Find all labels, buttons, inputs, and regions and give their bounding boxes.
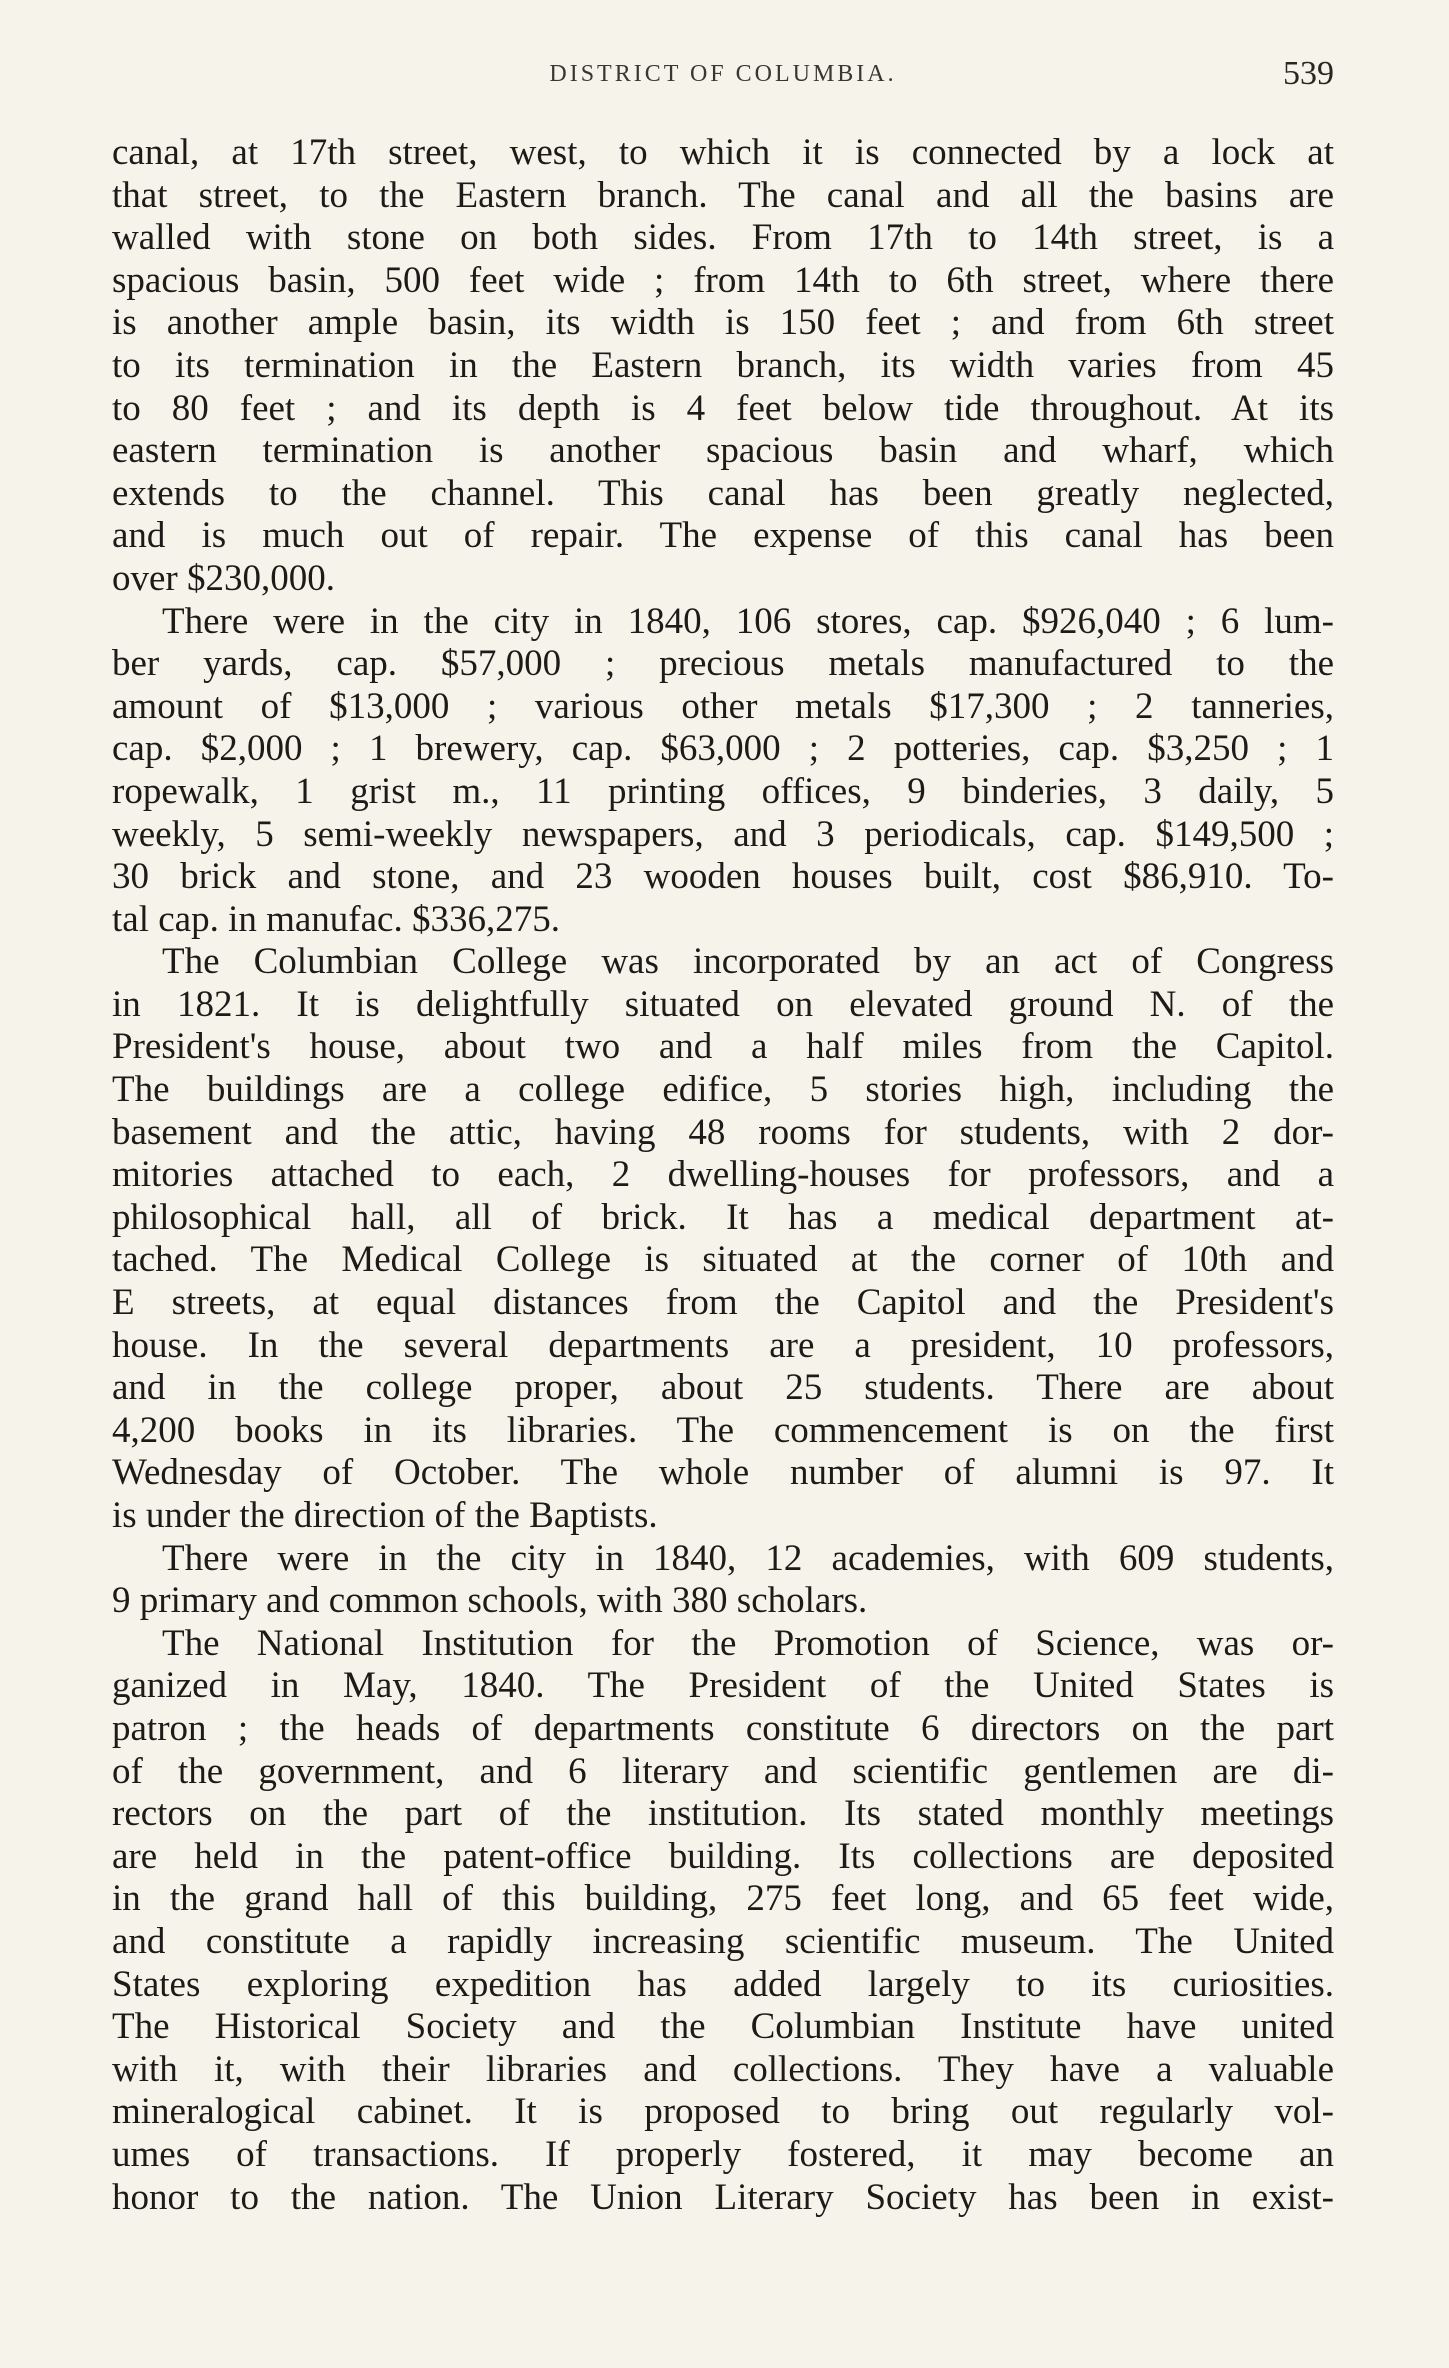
text-line: tached. The Medical College is situated at the corner of 10th and: [112, 1239, 1334, 1281]
text-line: The Columbian College was incorporated by an act of Congress: [162, 941, 1334, 983]
text-line: E streets, at equal distances from the Capitol and the President's: [112, 1282, 1334, 1324]
text-line: The National Institution for the Promotion of Science, was or-: [162, 1622, 1334, 1664]
text-line: is under the direction of the Baptists.: [112, 1495, 658, 1536]
text-line: ropewalk, 1 grist m., 11 printing offices, 9 binderies, 3 daily, 5: [112, 770, 1334, 812]
text-line: spacious basin, 500 feet wide ; from 14th to 6th street, where there: [112, 259, 1334, 301]
text-line: States exploring expedition has added largely to its curiosities.: [112, 1963, 1334, 2005]
text-line: in the grand hall of this building, 275 feet long, and 65 feet wide,: [112, 1878, 1334, 1920]
text-line: The Historical Society and the Columbian Institute have united: [112, 2006, 1334, 2048]
text-line: that street, to the Eastern branch. The canal and all the basins are: [112, 174, 1334, 216]
text-line: philosophical hall, all of brick. It has a medical department at-: [112, 1196, 1334, 1238]
text-line: is another ample basin, its width is 150 feet ; and from 6th street: [112, 302, 1334, 344]
text-line: 4,200 books in its libraries. The commencement is on the first: [112, 1409, 1334, 1451]
text-line: Wednesday of October. The whole number of alumni is 97. It: [112, 1452, 1334, 1494]
text-line: There were in the city in 1840, 12 academies, with 609 students,: [162, 1537, 1334, 1579]
text-line: over $230,000.: [112, 557, 335, 599]
text-line: and is much out of repair. The expense of this canal has been: [112, 515, 1334, 557]
text-line: rectors on the part of the institution. Its stated monthly meetings: [112, 1793, 1334, 1835]
text-line: with it, with their libraries and collections. They have a valuable: [112, 2048, 1334, 2090]
text-line: to 80 feet ; and its depth is 4 feet below tide throughout. At its: [112, 387, 1334, 429]
running-head: DISTRICT OF COLUMBIA.: [549, 61, 897, 87]
text-line: 9 primary and common schools, with 380 scholars.: [112, 1580, 868, 1622]
text-line: eastern termination is another spacious basin and wharf, which: [112, 430, 1334, 472]
body-text: [112, 132, 1334, 2219]
text-line: 30 brick and stone, and 23 wooden houses built, cost $86,910. To-: [112, 856, 1334, 898]
text-line: house. In the several departments are a president, 10 professors,: [112, 1324, 1334, 1366]
text-line: ganized in May, 1840. The President of the United States is: [112, 1665, 1334, 1707]
text-line: and in the college proper, about 25 students. There are about: [112, 1367, 1334, 1409]
text-line: canal, at 17th street, west, to which it is connected by a lock at: [112, 132, 1334, 173]
text-line: are held in the patent-office building. Its collections are deposited: [112, 1835, 1334, 1877]
text-line: amount of $13,000 ; various other metals $17,300 ; 2 tanneries,: [112, 685, 1334, 727]
text-line: of the government, and 6 literary and scientific gentlemen are di-: [112, 1750, 1334, 1792]
text-line: extends to the channel. This canal has been greatly neglected,: [112, 472, 1334, 514]
text-line: There were in the city in 1840, 106 stores, cap. $926,040 ; 6 lum-: [162, 600, 1334, 642]
text-line: mineralogical cabinet. It is proposed to bring out regularly vol-: [112, 2091, 1334, 2133]
text-line: weekly, 5 semi-weekly newspapers, and 3 periodicals, cap. $149,500 ;: [112, 813, 1334, 855]
text-line: to its termination in the Eastern branch, its width varies from 45: [112, 344, 1334, 386]
page-header: [112, 55, 1334, 95]
page-number: 539: [1283, 55, 1334, 92]
text-line: in 1821. It is delightfully situated on elevated ground N. of the: [112, 983, 1334, 1025]
text-line: mitories attached to each, 2 dwelling-houses for professors, and a: [112, 1154, 1334, 1196]
text-line: honor to the nation. The Union Literary Society has been in exist-: [112, 2176, 1334, 2218]
text-line: patron ; the heads of departments constitute 6 directors on the part: [112, 1707, 1334, 1749]
text-line: and constitute a rapidly increasing scientific museum. The United: [112, 1920, 1334, 1962]
text-line: The buildings are a college edifice, 5 stories high, including the: [112, 1069, 1334, 1111]
text-line: ber yards, cap. $57,000 ; precious metals manufactured to the: [112, 643, 1334, 685]
text-line: tal cap. in manufac. $336,275.: [112, 898, 560, 940]
text-line: cap. $2,000 ; 1 brewery, cap. $63,000 ; 2 potteries, cap. $3,250 ; 1: [112, 728, 1334, 770]
text-line: umes of transactions. If properly fostered, it may become an: [112, 2133, 1334, 2175]
text-line: basement and the attic, having 48 rooms for students, with 2 dor-: [112, 1111, 1334, 1153]
text-line: President's house, about two and a half miles from the Capitol.: [112, 1026, 1334, 1068]
text-line: walled with stone on both sides. From 17th to 14th street, is a: [112, 217, 1334, 259]
